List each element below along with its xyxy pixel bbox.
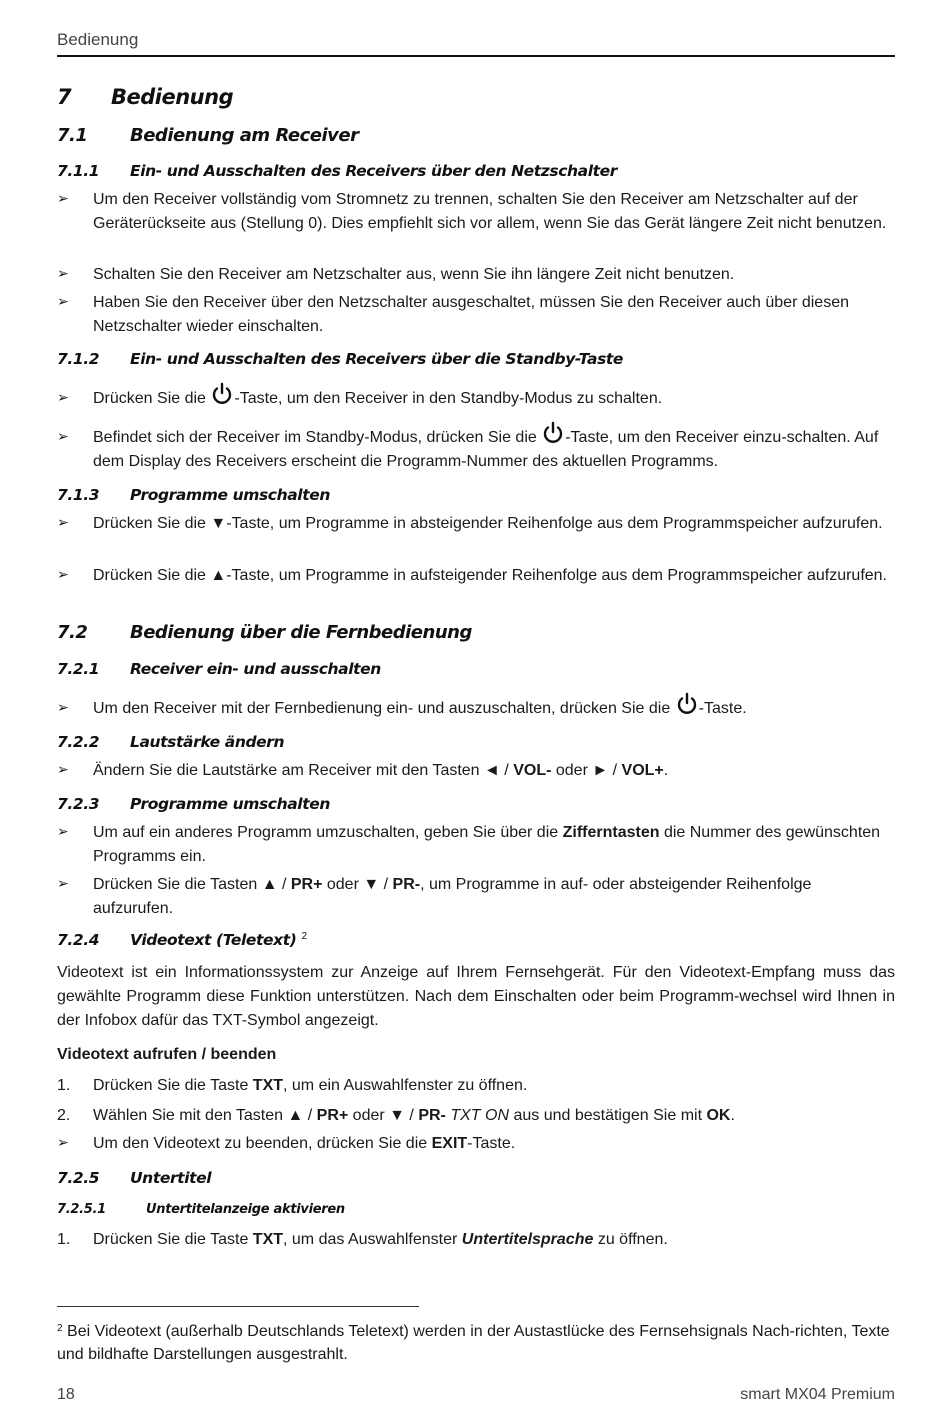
text-run: Ändern Sie die Lautstärke am Receiver mit den Tasten ◄ /	[93, 762, 514, 779]
list-item	[57, 426, 895, 473]
footnote-text: Bei Videotext (außerhalb Deutschlands Teletext) werden in der Austastlücke des Fernsehsignals Nach-richten, Texte und bildhafte Darstellungen ausgestrahlt.	[57, 1323, 890, 1363]
page-number: 18	[57, 1386, 75, 1403]
heading-7-1-2	[57, 350, 623, 368]
bullet-icon: ➢	[57, 515, 69, 531]
bullet-icon: ➢	[57, 762, 69, 778]
heading-title: Programme umschalten	[130, 486, 330, 504]
heading-number: 7.2.5	[57, 1169, 100, 1187]
heading-title: Programme umschalten	[130, 795, 330, 813]
heading-7-2-5	[57, 1169, 211, 1187]
heading-number: 7	[57, 85, 72, 109]
text-run: oder ► /	[551, 762, 622, 779]
heading-number: 7.1.2	[57, 350, 100, 368]
list-number: 1.	[57, 1231, 71, 1248]
key-label: VOL+	[621, 762, 664, 779]
bullet-icon: ➢	[57, 567, 69, 583]
list-item	[57, 387, 895, 411]
text-run: -Taste.	[467, 1135, 516, 1152]
key-label: PR-	[392, 876, 421, 893]
heading-number: 7.2.2	[57, 733, 100, 751]
power-icon	[210, 382, 234, 406]
list-item	[57, 697, 895, 721]
text-run: Um auf ein anderes Programm umzuschalten, geben Sie über die	[93, 824, 563, 841]
bullet-icon: ➢	[57, 700, 69, 716]
text-run: , um ein Auswahlfenster zu öffnen.	[283, 1077, 528, 1094]
footnote-divider	[57, 1306, 419, 1307]
text-run: Wählen Sie mit den Tasten ▲ /	[93, 1107, 317, 1124]
heading-7-1-3	[57, 486, 330, 504]
list-number: 2.	[57, 1107, 71, 1124]
heading-number: 7.2.4	[57, 931, 100, 949]
running-header-title: Bedienung	[57, 30, 139, 49]
footnote-number: 2	[57, 1323, 63, 1334]
text-run: Drücken Sie die Tasten ▲ /	[93, 876, 291, 893]
menu-option: Untertitelsprache	[461, 1231, 594, 1248]
key-label: Zifferntasten	[562, 824, 660, 841]
list-item	[57, 1228, 895, 1252]
heading-7-2-5-1	[57, 1202, 345, 1217]
footnote-ref[interactable]: 2	[301, 931, 307, 942]
text-run: Drücken Sie die Taste	[93, 1077, 253, 1094]
key-label: EXIT	[431, 1135, 468, 1152]
heading-7	[57, 85, 233, 109]
list-item	[57, 1132, 895, 1156]
text-run: -Taste.	[698, 700, 747, 717]
heading-title: Ein- und Ausschalten des Receivers über den Netzschalter	[130, 162, 617, 180]
list-item-text: Schalten Sie den Receiver am Netzschalter aus, wenn Sie ihn längere Zeit nicht benutzen.	[93, 266, 735, 283]
text-run: Drücken Sie die Taste	[93, 1231, 253, 1248]
list-item	[57, 1074, 895, 1098]
text-run: Um den Receiver mit der Fernbedienung ein- und auszuschalten, drücken Sie die	[93, 700, 675, 717]
heading-number: 7.2.5.1	[57, 1202, 106, 1217]
text-run: aus und bestätigen Sie mit	[509, 1107, 707, 1124]
heading-title: Untertitel	[130, 1169, 212, 1187]
list-item-text: Drücken Sie die ▲-Taste, um Programme in aufsteigender Reihenfolge aus dem Programmspeicher aufzurufen.	[93, 567, 887, 584]
text-run: , um das Auswahlfenster	[283, 1231, 462, 1248]
footnote	[57, 1317, 895, 1366]
menu-option: TXT ON	[450, 1107, 510, 1124]
key-label: TXT	[252, 1231, 284, 1248]
key-label: PR+	[316, 1107, 349, 1124]
text-run: Um den Videotext zu beenden, drücken Sie die	[93, 1135, 432, 1152]
subheading: Videotext aufrufen / beenden	[57, 1046, 277, 1063]
text-run: .	[730, 1107, 735, 1124]
list-item	[57, 263, 895, 287]
bullet-icon: ➢	[57, 266, 69, 282]
heading-number: 7.1.3	[57, 486, 100, 504]
heading-7-2-1	[57, 660, 381, 678]
list-item-text: Drücken Sie die ▼-Taste, um Programme in absteigender Reihenfolge aus dem Programmspeicher aufzurufen.	[93, 515, 883, 532]
list-item-text: Um den Receiver vollständig vom Stromnetz zu trennen, schalten Sie den Receiver am Netzschalter auf der Geräterückseite aus (Stellung 0). Dies empfiehlt sich vor allem, wenn Sie das Gerät längere Zeit nicht benutzen.	[93, 191, 887, 232]
key-label: PR-	[418, 1107, 446, 1124]
heading-title: Untertitelanzeige aktivieren	[146, 1202, 345, 1217]
heading-number: 7.2.3	[57, 795, 100, 813]
bullet-icon: ➢	[57, 824, 69, 840]
heading-title: Lautstärke ändern	[130, 733, 285, 751]
bullet-icon: ➢	[57, 429, 69, 445]
heading-title: Bedienung	[111, 85, 234, 109]
heading-7-2-2	[57, 733, 284, 751]
text-run: -Taste, um den Receiver in den Standby-Modus zu schalten.	[234, 390, 663, 407]
text-run: Befindet sich der Receiver im Standby-Modus, drücken Sie die	[93, 429, 542, 446]
heading-number: 7.2.1	[57, 660, 100, 678]
text-run: oder ▼ /	[322, 876, 393, 893]
heading-number: 7.1	[57, 125, 88, 146]
paragraph: Videotext ist ein Informationssystem zur Anzeige auf Ihrem Fernsehgerät. Für den Videotext-Empfang muss das gewählte Programm diese Funktion unterstützen. Nach dem Einschalten oder beim Programm-wechsel wird Ihnen in der Infobox dafür das TXT-Symbol angezeigt.	[57, 964, 895, 1029]
product-name: smart MX04 Premium	[740, 1386, 895, 1403]
heading-7-1-1	[57, 162, 617, 180]
list-item	[57, 821, 895, 868]
heading-title: Ein- und Ausschalten des Receivers über die Standby-Taste	[130, 350, 624, 368]
text-run: , um Programme in auf- oder absteigender Reihenfolge aufzurufen.	[93, 876, 812, 917]
heading-7-1	[57, 125, 359, 146]
key-label: PR+	[290, 876, 323, 893]
bullet-icon: ➢	[57, 191, 69, 207]
bullet-icon: ➢	[57, 1135, 69, 1151]
power-icon	[541, 421, 565, 445]
key-label: TXT	[252, 1077, 284, 1094]
running-header	[57, 30, 895, 57]
text-run: die Nummer des gewünschten Programms ein.	[93, 824, 881, 865]
heading-title: Bedienung über die Fernbedienung	[130, 622, 472, 643]
bullet-icon: ➢	[57, 294, 69, 310]
list-item	[57, 564, 895, 588]
bullet-icon: ➢	[57, 390, 69, 406]
list-item	[57, 188, 895, 235]
list-number: 1.	[57, 1077, 71, 1094]
heading-7-2	[57, 622, 472, 643]
key-label: VOL-	[513, 762, 552, 779]
heading-number: 7.2	[57, 622, 88, 643]
list-item	[57, 759, 895, 783]
heading-number: 7.1.1	[57, 162, 100, 180]
heading-7-2-4	[57, 931, 307, 949]
list-item-text: Haben Sie den Receiver über den Netzschalter ausgeschaltet, müssen Sie den Receiver auch über diesen Netzschalter wieder einschalten.	[93, 294, 849, 335]
heading-7-2-3	[57, 795, 330, 813]
text-run: zu öffnen.	[593, 1231, 668, 1248]
heading-title: Bedienung am Receiver	[130, 125, 359, 146]
heading-title: Receiver ein- und ausschalten	[130, 660, 381, 678]
list-item	[57, 512, 895, 536]
list-item	[57, 1104, 895, 1128]
text-run: Drücken Sie die	[93, 390, 211, 407]
key-label: OK	[706, 1107, 731, 1124]
bullet-icon: ➢	[57, 876, 69, 892]
list-item	[57, 873, 895, 920]
heading-title: Videotext (Teletext)	[130, 931, 297, 949]
text-run: oder ▼ /	[348, 1107, 419, 1124]
power-icon	[675, 692, 699, 716]
list-item	[57, 291, 895, 338]
text-run: .	[663, 762, 669, 779]
text-run: -Taste, um den Receiver einzu-schalten. Auf dem Display des Receivers erscheint die Programm-Nummer des aktuellen Programms.	[93, 429, 879, 470]
